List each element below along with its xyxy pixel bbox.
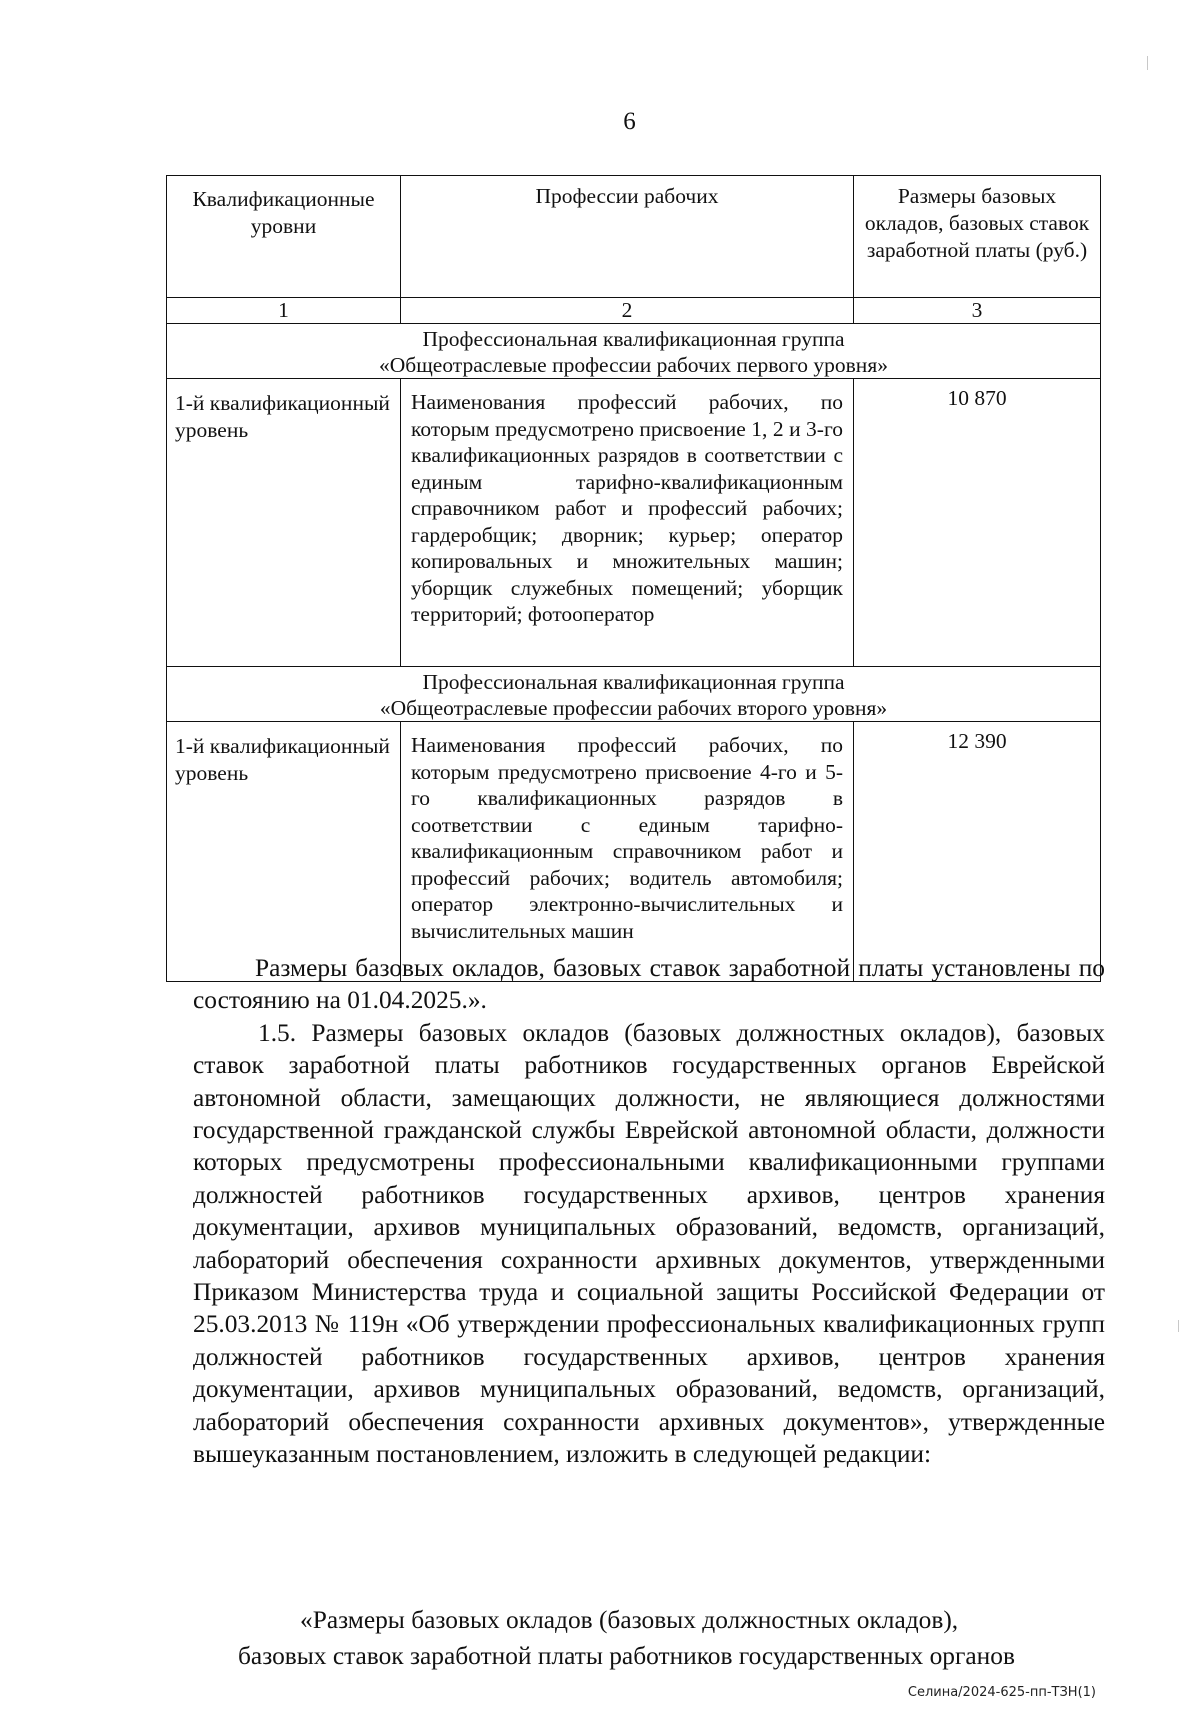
header-levels: Квалификационные уровни bbox=[167, 176, 401, 298]
professions-text: Наименования профессий рабочих, по которым предусмотрено присвоение 1, 2 и 3-го квалификационных разрядов в соответствии с единым тарифно-квалификационным справочником работ и профессий рабочих; гардеробщик; дворник; курьер; оператор копировальных и множительных машин; уборщик служебных помещений; уборщик территорий; фотооператор bbox=[411, 390, 843, 626]
column-number-row bbox=[167, 298, 1101, 324]
group-title-row bbox=[167, 667, 1101, 722]
professions-text: Наименования профессий рабочих, по которым предусмотрено присвоение 4-го и 5-го квалификационных разрядов в соответствии с единым тарифно-квалификационным справочником работ и профессий рабочих; водитель автомобиля; оператор электронно-вычислительных и вычислительных машин bbox=[411, 733, 843, 943]
column-number: 2 bbox=[401, 298, 854, 324]
salary-value: 10 870 bbox=[854, 379, 1101, 667]
table-row bbox=[167, 379, 1101, 667]
group-title bbox=[167, 667, 1101, 722]
group-title-line: «Общеотраслевые профессии рабочих второго уровня» bbox=[379, 696, 888, 720]
document-code: Селина/2024-625-пп-ТЗН(1) bbox=[907, 1685, 1096, 1700]
quote-line: «Размеры базовых окладов (базовых должностных окладов), bbox=[300, 1606, 959, 1634]
group-title-row bbox=[167, 324, 1101, 379]
body-text bbox=[193, 952, 1105, 1471]
salary-table bbox=[166, 175, 1101, 982]
group-title-line: Профессиональная квалификационная группа bbox=[422, 670, 845, 694]
professions-cell bbox=[401, 379, 854, 667]
header-salary: Размеры базовых окладов, базовых ставок заработной платы (руб.) bbox=[854, 176, 1101, 298]
table-row bbox=[167, 722, 1101, 982]
page-number: 6 bbox=[623, 108, 636, 135]
group-title-line: «Общеотраслевые профессии рабочих первого уровня» bbox=[379, 353, 888, 377]
professions-cell bbox=[401, 722, 854, 982]
paragraph-1-5: 1.5. Размеры базовых окладов (базовых должностных окладов), базовых ставок заработной платы работников государственных органов Еврейской автономной области, замещающих должности, не являющиеся должностями государственной гражданской службы Еврейской автономной области, должности которых предусмотрены профессиональными квалификационными группами должностей работников государственных архивов, центров хранения документации, архивов муниципальных образований, ведомств, организаций, лабораторий обеспечения сохранности архивных документов, утвержденными Приказом Министерства труда и социальной защиты Российской Федерации от 25.03.2013 № 119н «Об утверждении профессиональных квалификационных групп должностей работников государственных архивов, центров хранения документации, архивов муниципальных образований, ведомств, организаций, лабораторий обеспечения сохранности архивных документов», утвержденные вышеуказанным постановлением, изложить в следующей редакции: bbox=[193, 1018, 1105, 1469]
salary-value: 12 390 bbox=[854, 722, 1101, 982]
paragraph-salary-date: Размеры базовых окладов, базовых ставок заработной платы установлены по состоянию на 01.04.2025.». bbox=[193, 954, 1105, 1015]
group-title-line: Профессиональная квалификационная группа bbox=[422, 327, 845, 351]
qualification-level: 1-й квалификационный уровень bbox=[167, 722, 401, 982]
quote-line: базовых ставок заработной платы работников государственных органов bbox=[238, 1642, 1015, 1670]
scan-edge-mark bbox=[1147, 56, 1148, 70]
scan-edge-mark bbox=[1178, 1320, 1179, 1332]
group-title bbox=[167, 324, 1101, 379]
qualification-level: 1-й квалификационный уровень bbox=[167, 379, 401, 667]
table-header-row bbox=[167, 176, 1101, 298]
column-number: 1 bbox=[167, 298, 401, 324]
column-number: 3 bbox=[854, 298, 1101, 324]
header-professions: Профессии рабочих bbox=[401, 176, 854, 298]
